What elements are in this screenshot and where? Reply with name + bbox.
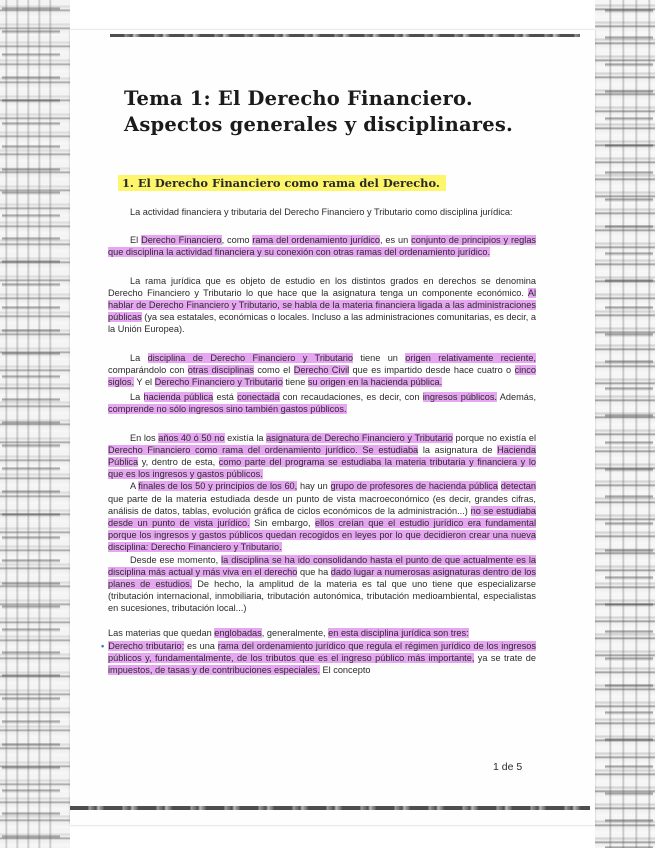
paragraph-professors: A finales de los 50 y principios de los 60, hay un grupo de profesores de hacienda pública detectan que parte de la materia estudiada desde un punto de vista macroeconómico (es decir, grandes cifras, análisis de datos, tablas, evolución gráfica de ciclos económicos de la administración...) no se estudiaba desde un punto de vista jurídico. Sin embargo, ellos creían que el estudio jurídico era fundamental porque los ingresos y gastos públicos quedan recogidos en leyes por lo que decidieron crear una nueva disciplina: Derecho Financiero y Tributario. [108,481,536,553]
highlight: Derecho tributario: [108,640,185,651]
highlight: como parte del programa se estudiaba la materia tributaria y financiera y lo que es los ingresos y gastos públicos. [108,457,537,480]
highlight: no se estudiaba desde un punto de vista jurídico. [108,505,536,529]
page-edge-top [110,34,580,37]
paragraph-origin: La disciplina de Derecho Financiero y Tributario tiene un origen relativamente reciente, comparándolo con otras disciplinas como el Derecho Civil que es impartido desde hace cuatro o cinco siglos. Y el Derecho Financiero y Tributario tiene su origen en la hacienda pública. [108,352,536,388]
highlight: Hacienda Pública [108,444,536,468]
highlight: Derecho Financiero como rama del ordenamiento jurídico. Se estudiaba [108,444,419,455]
paragraph-history: En los años 40 ó 50 no existía la asignatura de Derecho Financiero y Tributario porque no existía el Derecho Financiero como rama del ordenamiento jurídico. Se estudiaba la asignatura de Hacienda Pública y, dentro de esta, como parte del programa se estudiaba la materia tributaria y financiera y lo que es los ingresos y gastos públicos. [108,432,537,480]
highlight: la disciplina se ha ido consolidando hasta el punto de que actualmente es la disciplina más actual y más viva en el derecho [108,554,536,577]
highlight: conectada [237,392,280,403]
highlight: Derecho Financiero y Tributario [154,377,283,388]
highlight: cinco siglos. [108,364,536,388]
page-edge-bottom [70,806,590,810]
highlight: asignatura de Derecho Financiero y Tributario [266,432,453,443]
highlight: ingresos públicos. [422,392,497,403]
highlight: Derecho Civil [293,364,350,375]
document-body [101,206,537,677]
highlight: ellos creían que el estudio jurídico era fundamental porque los ingresos y gastos públicos quedan recogidos en leyes por lo que decidieron crear una nueva disciplina: Derecho Financiero y Tributario. [108,518,536,553]
paragraph-intro: La actividad financiera y tributaria del Derecho Financiero y Tributario como disciplina jurídica: [130,207,513,217]
paragraph-consolidation: Desde ese momento, la disciplina se ha ido consolidando hasta el punto de que actualmente es la disciplina más actual y más viva en el derecho que ha dado lugar a numerosas asignaturas dentro de los planes de estudios. De hecho, la amplitud de la materia es tal que uno tiene que especializarse (tributación internacional, inmobiliaria, tributación autonómica, tributación medioambiental, especialistas en sucesiones, tributación local...) [108,554,537,614]
paragraph-definition: El Derecho Financiero, como rama del ordenamiento jurídico, es un conjunto de principios y reglas que disciplina la actividad financiera y su conexión con otras ramas del ordenamiento jurídico. [108,235,537,258]
paragraph-denomination: La rama jurídica que es objeto de estudio en los distintos grados en derechos se denomina Derecho Financiero y Tributario lo que hace que la asignatura tenga un componente económico. Al hablar de Derecho Financiero y Tributario, se habla de la materia financiera ligada a las administraciones públicas (ya sea estatales, económicas o locales. Incluso a las administraciones comunitarias, es decir, a la Unión Europea). [108,275,536,335]
highlight: finales de los 50 y principios de los 60, [138,481,298,492]
highlight: Al hablar de Derecho Financiero y Tributario, se habla de la materia financiera ligada a las administraciones públicas [108,287,536,323]
highlight: conjunto de principios y reglas que disciplina la actividad financiera y su conexión con otras ramas del ordenamiento jurídico. [108,235,537,258]
page-title: Tema 1: El Derecho Financiero. Aspectos generales y disciplinares. [124,87,514,136]
highlight: origen relativamente reciente, [405,352,536,363]
highlight: años 40 ó 50 no [158,432,225,443]
highlight: englobadas [214,627,262,638]
highlight: en esta disciplina jurídica son tres: [328,627,469,638]
highlight: su origen en la hacienda pública. [307,377,443,388]
paragraph-materias: Las materias que quedan englobadas, generalmente, en esta disciplina jurídica son tres: [108,627,469,638]
highlight: hacienda pública [143,392,214,403]
page-number: 1 de 5 [493,761,523,773]
highlight: otras disciplinas [187,364,254,375]
highlight: rama del ordenamiento jurídico que regula el régimen jurídico de los ingresos públicos y, fundamentalmente, de los tributos que es el ingreso público más importante, [108,640,536,664]
bullet-icon: • [101,640,105,651]
scan-border-right [595,0,655,848]
section-heading: 1. El Derecho Financiero como rama del Derecho. [118,175,446,191]
highlight: grupo de profesores de hacienda pública [330,481,498,492]
highlight: rama del ordenamiento jurídico [252,235,380,246]
highlight: disciplina de Derecho Financiero y Tributario [147,352,354,363]
highlight: detectan [500,481,536,492]
highlight: impuestos, de tasas y de contribuciones especiales. [108,665,320,676]
highlight: dado lugar a numerosas asignaturas dentro de los planes de estudios. [108,566,536,590]
highlight: Derecho Financiero [141,235,222,246]
highlight: comprende no sólo ingresos sino también gastos públicos. [108,404,347,415]
scan-border-left [0,0,70,848]
bullet-derecho-tributario: • Derecho tributario: es una rama del ordenamiento jurídico que regula el régimen jurídico de los ingresos públicos y, fundamentalmente, de los tributos que es el ingreso público más importante, ya se trate de impuestos, de tasas y de contribuciones especiales. El concepto [101,640,536,676]
paragraph-hacienda: La hacienda pública está conectada con recaudaciones, es decir, con ingresos públicos. Además, comprende no sólo ingresos sino también gastos públicos. [108,392,537,415]
